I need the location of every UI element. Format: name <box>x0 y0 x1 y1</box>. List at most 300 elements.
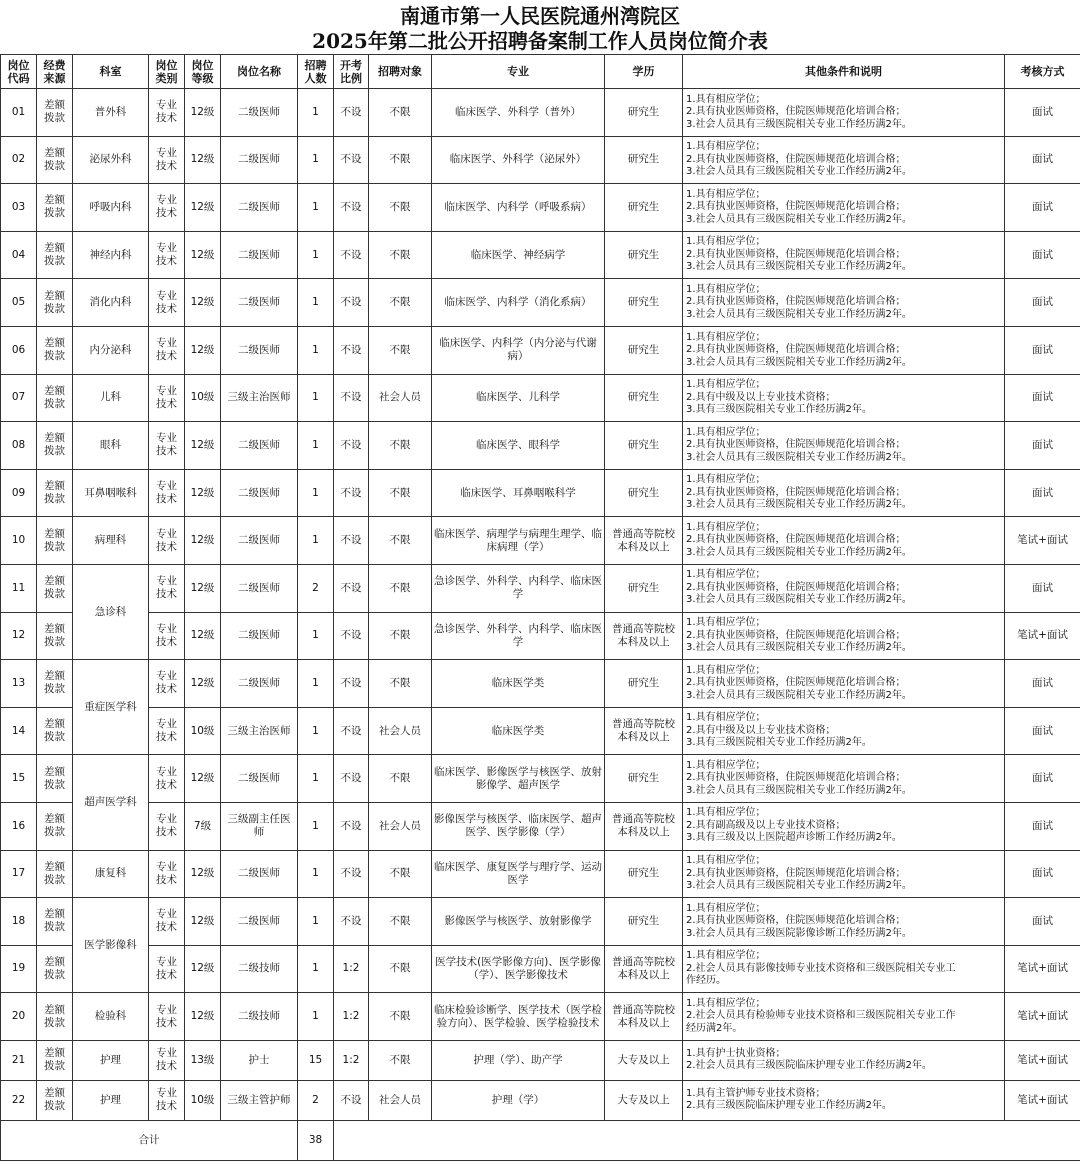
cell-major: 临床医学、儿科学 <box>432 374 605 422</box>
cell-notes <box>683 660 1005 708</box>
table-row <box>1 660 1080 708</box>
cell-notes <box>683 802 1005 850</box>
cell-grade: 12级 <box>185 850 221 898</box>
note-line: 3.具有三级医院相关专业工作经历满2年。 <box>686 737 872 749</box>
cell-target: 不限 <box>369 422 432 470</box>
note-line: 2.具有三级医院临床护理专业工作经历满2年。 <box>686 1100 892 1112</box>
cell-category: 专业技术 <box>149 517 185 565</box>
cell-exam: 面试 <box>1005 469 1080 517</box>
table-row <box>1 707 1080 755</box>
note-line: 1.具有相应学位； <box>686 617 766 629</box>
cell-ratio: 不设 <box>334 184 369 232</box>
cell-dept: 超声医学科 <box>73 755 149 850</box>
cell-ratio: 不设 <box>334 89 369 137</box>
note-line: 1.具有相应学位； <box>686 902 766 914</box>
cell-exam: 笔试+面试 <box>1005 1040 1080 1080</box>
cell-exam: 面试 <box>1005 898 1080 946</box>
note-line: 1.具有护士执业资格； <box>686 1047 786 1059</box>
cell-code: 12 <box>1 612 37 660</box>
cell-exam: 笔试+面试 <box>1005 517 1080 565</box>
cell-category: 专业技术 <box>149 612 185 660</box>
cell-ratio: 不设 <box>334 898 369 946</box>
note-line: 3.社会人员具有三级医院相关专业工作经历满2年。 <box>686 166 912 178</box>
cell-dept: 呼吸内科 <box>73 184 149 232</box>
cell-grade: 12级 <box>185 184 221 232</box>
cell-fund: 差额拨款 <box>37 564 73 612</box>
note-line: 2.具有副高级及以上专业技术资格； <box>686 819 846 831</box>
cell-notes <box>683 184 1005 232</box>
cell-category: 专业技术 <box>149 1040 185 1080</box>
note-line: 3.社会人员具有三级医院影像诊断工作经历满2年。 <box>686 927 912 939</box>
note-line: 作经历。 <box>686 975 726 987</box>
note-line: 2.具有执业医师资格，住院医师规范化培训合格； <box>686 153 906 165</box>
cell-major: 急诊医学、外科学、内科学、临床医学 <box>432 564 605 612</box>
cell-position: 二级医师 <box>221 184 298 232</box>
note-line: 2.具有执业医师资格，住院医师规范化培训合格； <box>686 106 906 118</box>
cell-fund: 差额拨款 <box>37 707 73 755</box>
cell-dept: 内分泌科 <box>73 326 149 374</box>
cell-category: 专业技术 <box>149 136 185 184</box>
cell-category: 专业技术 <box>149 279 185 327</box>
cell-count: 1 <box>298 660 334 708</box>
cell-education: 大专及以上 <box>605 1080 683 1120</box>
cell-category: 专业技术 <box>149 660 185 708</box>
cell-education: 研究生 <box>605 755 683 803</box>
note-line: 3.社会人员具有三级医院相关专业工作经历满2年。 <box>686 546 912 558</box>
cell-position: 三级主治医师 <box>221 374 298 422</box>
note-line: 3.社会人员具有三级医院相关专业工作经历满2年。 <box>686 642 912 654</box>
cell-education: 研究生 <box>605 660 683 708</box>
cell-target: 不限 <box>369 612 432 660</box>
note-line: 1.具有相应学位； <box>686 997 766 1009</box>
note-line: 3.社会人员具有三级医院相关专业工作经历满2年。 <box>686 118 912 130</box>
table-row <box>1 422 1080 470</box>
table-row <box>1 612 1080 660</box>
cell-target: 不限 <box>369 469 432 517</box>
table-body <box>1 89 1080 1161</box>
cell-ratio: 不设 <box>334 231 369 279</box>
cell-count: 1 <box>298 326 334 374</box>
positions-table <box>0 54 1080 1161</box>
cell-category: 专业技术 <box>149 326 185 374</box>
cell-grade: 12级 <box>185 517 221 565</box>
cell-notes <box>683 755 1005 803</box>
cell-ratio: 1:2 <box>334 1040 369 1080</box>
table-row <box>1 89 1080 137</box>
cell-exam: 面试 <box>1005 231 1080 279</box>
cell-exam: 笔试+面试 <box>1005 945 1080 993</box>
cell-code: 11 <box>1 564 37 612</box>
header-position: 岗位名称 <box>221 55 298 89</box>
cell-position: 二级医师 <box>221 755 298 803</box>
cell-major: 临床医学、神经病学 <box>432 231 605 279</box>
note-line: 3.社会人员具有三级医院相关专业工作经历满2年。 <box>686 213 912 225</box>
cell-fund: 差额拨款 <box>37 612 73 660</box>
cell-count: 1 <box>298 374 334 422</box>
cell-target: 社会人员 <box>369 1080 432 1120</box>
note-line: 1.具有相应学位； <box>686 950 766 962</box>
note-line: 3.社会人员具有三级医院相关专业工作经历满2年。 <box>686 594 912 606</box>
cell-dept: 泌尿外科 <box>73 136 149 184</box>
cell-ratio: 不设 <box>334 422 369 470</box>
cell-notes <box>683 517 1005 565</box>
note-line: 2.具有执业医师资格，住院医师规范化培训合格； <box>686 486 906 498</box>
cell-major: 临床医学、康复医学与理疗学、运动医学 <box>432 850 605 898</box>
cell-position: 二级技师 <box>221 945 298 993</box>
note-line: 2.具有执业医师资格，住院医师规范化培训合格； <box>686 201 906 213</box>
cell-grade: 12级 <box>185 89 221 137</box>
cell-grade: 12级 <box>185 660 221 708</box>
cell-education: 研究生 <box>605 898 683 946</box>
cell-major: 影像医学与核医学、放射影像学 <box>432 898 605 946</box>
cell-fund: 差额拨款 <box>37 231 73 279</box>
cell-fund: 差额拨款 <box>37 422 73 470</box>
table-row <box>1 469 1080 517</box>
cell-dept: 儿科 <box>73 374 149 422</box>
header-category: 岗位类别 <box>149 55 185 89</box>
cell-exam: 面试 <box>1005 422 1080 470</box>
cell-major: 临床医学、影像医学与核医学、放射影像学、超声医学 <box>432 755 605 803</box>
cell-target: 不限 <box>369 898 432 946</box>
cell-dept: 眼科 <box>73 422 149 470</box>
cell-count: 1 <box>298 231 334 279</box>
note-line: 3.具有三级及以上医院超声诊断工作经历满2年。 <box>686 832 902 844</box>
cell-ratio: 不设 <box>334 755 369 803</box>
note-line: 1.具有相应学位； <box>686 188 766 200</box>
cell-dept: 急诊科 <box>73 564 149 659</box>
total-label: 合计 <box>1 1120 298 1160</box>
cell-notes <box>683 564 1005 612</box>
table-row <box>1 564 1080 612</box>
table-row <box>1 755 1080 803</box>
note-line: 1.具有相应学位； <box>686 474 766 486</box>
total-count: 38 <box>298 1120 334 1160</box>
cell-dept: 重症医学科 <box>73 660 149 755</box>
header-ratio: 开考比例 <box>334 55 369 89</box>
header-row <box>1 55 1080 89</box>
cell-major: 护理（学）、助产学 <box>432 1040 605 1080</box>
cell-education: 研究生 <box>605 136 683 184</box>
cell-fund: 差额拨款 <box>37 184 73 232</box>
cell-target: 不限 <box>369 755 432 803</box>
cell-grade: 12级 <box>185 231 221 279</box>
cell-notes <box>683 850 1005 898</box>
table-row <box>1 850 1080 898</box>
cell-notes <box>683 993 1005 1041</box>
cell-count: 1 <box>298 850 334 898</box>
table-row <box>1 802 1080 850</box>
note-line: 2.具有执业医师资格，住院医师规范化培训合格； <box>686 534 906 546</box>
cell-education: 普通高等院校本科及以上 <box>605 612 683 660</box>
cell-major: 临床医学、内科学（内分泌与代谢病） <box>432 326 605 374</box>
cell-target: 不限 <box>369 231 432 279</box>
cell-code: 18 <box>1 898 37 946</box>
header-grade: 岗位等级 <box>185 55 221 89</box>
cell-code: 05 <box>1 279 37 327</box>
cell-fund: 差额拨款 <box>37 1080 73 1120</box>
cell-count: 1 <box>298 945 334 993</box>
cell-target: 不限 <box>369 993 432 1041</box>
cell-education: 研究生 <box>605 184 683 232</box>
cell-category: 专业技术 <box>149 993 185 1041</box>
cell-count: 1 <box>298 898 334 946</box>
cell-target: 不限 <box>369 850 432 898</box>
cell-category: 专业技术 <box>149 374 185 422</box>
note-line: 1.具有相应学位； <box>686 283 766 295</box>
cell-target: 社会人员 <box>369 707 432 755</box>
cell-category: 专业技术 <box>149 850 185 898</box>
table-row <box>1 1080 1080 1120</box>
cell-fund: 差额拨款 <box>37 660 73 708</box>
cell-exam: 面试 <box>1005 755 1080 803</box>
cell-count: 1 <box>298 469 334 517</box>
cell-fund: 差额拨款 <box>37 850 73 898</box>
cell-education: 研究生 <box>605 374 683 422</box>
cell-fund: 差额拨款 <box>37 1040 73 1080</box>
cell-education: 普通高等院校本科及以上 <box>605 707 683 755</box>
cell-ratio: 不设 <box>334 612 369 660</box>
cell-category: 专业技术 <box>149 898 185 946</box>
cell-fund: 差额拨款 <box>37 469 73 517</box>
table-row <box>1 898 1080 946</box>
note-line: 2.具有执业医师资格，住院医师规范化培训合格； <box>686 248 906 260</box>
cell-major: 临床医学、外科学（普外） <box>432 89 605 137</box>
cell-count: 15 <box>298 1040 334 1080</box>
cell-count: 1 <box>298 755 334 803</box>
cell-code: 07 <box>1 374 37 422</box>
cell-education: 研究生 <box>605 422 683 470</box>
cell-major: 急诊医学、外科学、内科学、临床医学 <box>432 612 605 660</box>
cell-count: 1 <box>298 279 334 327</box>
cell-fund: 差额拨款 <box>37 755 73 803</box>
cell-position: 二级医师 <box>221 564 298 612</box>
cell-count: 2 <box>298 1080 334 1120</box>
cell-education: 研究生 <box>605 564 683 612</box>
cell-position: 二级医师 <box>221 517 298 565</box>
cell-notes <box>683 612 1005 660</box>
note-line: 1.具有主管护师专业技术资格； <box>686 1087 826 1099</box>
table-row <box>1 993 1080 1041</box>
cell-exam: 笔试+面试 <box>1005 612 1080 660</box>
cell-position: 二级医师 <box>221 469 298 517</box>
cell-code: 16 <box>1 802 37 850</box>
cell-target: 不限 <box>369 564 432 612</box>
cell-notes <box>683 326 1005 374</box>
cell-position: 二级医师 <box>221 89 298 137</box>
cell-category: 专业技术 <box>149 422 185 470</box>
total-row <box>1 1120 1080 1160</box>
cell-notes <box>683 1040 1005 1080</box>
note-line: 2.具有执业医师资格，住院医师规范化培训合格； <box>686 772 906 784</box>
cell-major: 临床医学、内科学（呼吸系病） <box>432 184 605 232</box>
cell-exam: 面试 <box>1005 707 1080 755</box>
cell-major: 临床医学、病理学与病理生理学、临床病理（学） <box>432 517 605 565</box>
header-code: 岗位代码 <box>1 55 37 89</box>
cell-exam: 面试 <box>1005 89 1080 137</box>
note-line: 1.具有相应学位； <box>686 331 766 343</box>
cell-grade: 12级 <box>185 612 221 660</box>
cell-target: 不限 <box>369 326 432 374</box>
cell-exam: 面试 <box>1005 326 1080 374</box>
cell-fund: 差额拨款 <box>37 517 73 565</box>
cell-fund: 差额拨款 <box>37 89 73 137</box>
cell-dept: 消化内科 <box>73 279 149 327</box>
cell-notes <box>683 1080 1005 1120</box>
note-line: 1.具有相应学位； <box>686 93 766 105</box>
cell-notes <box>683 231 1005 279</box>
cell-ratio: 不设 <box>334 469 369 517</box>
note-line: 1.具有相应学位； <box>686 236 766 248</box>
table-row <box>1 374 1080 422</box>
cell-target: 不限 <box>369 184 432 232</box>
cell-grade: 12级 <box>185 469 221 517</box>
cell-grade: 12级 <box>185 898 221 946</box>
cell-education: 普通高等院校本科及以上 <box>605 945 683 993</box>
table-row <box>1 945 1080 993</box>
cell-exam: 面试 <box>1005 184 1080 232</box>
cell-category: 专业技术 <box>149 802 185 850</box>
cell-major: 临床医学、内科学（消化系病） <box>432 279 605 327</box>
cell-education: 研究生 <box>605 469 683 517</box>
cell-position: 三级主管护师 <box>221 1080 298 1120</box>
note-line: 2.具有中级及以上专业技术资格； <box>686 724 836 736</box>
note-line: 2.社会人员具有三级医院临床护理专业工作经历满2年。 <box>686 1060 932 1072</box>
cell-education: 研究生 <box>605 89 683 137</box>
cell-notes <box>683 469 1005 517</box>
cell-category: 专业技术 <box>149 231 185 279</box>
note-line: 3.社会人员具有三级医院相关专业工作经历满2年。 <box>686 261 912 273</box>
cell-count: 1 <box>298 993 334 1041</box>
cell-target: 不限 <box>369 279 432 327</box>
cell-code: 04 <box>1 231 37 279</box>
cell-fund: 差额拨款 <box>37 993 73 1041</box>
cell-education: 研究生 <box>605 326 683 374</box>
cell-major: 护理（学） <box>432 1080 605 1120</box>
cell-major: 医学技术(医学影像方向)、医学影像（学）、医学影像技术 <box>432 945 605 993</box>
note-line: 2.具有执业医师资格，住院医师规范化培训合格； <box>686 296 906 308</box>
header-major: 专业 <box>432 55 605 89</box>
cell-notes <box>683 945 1005 993</box>
cell-dept: 护理 <box>73 1040 149 1080</box>
cell-major: 影像医学与核医学、临床医学、超声医学、医学影像（学） <box>432 802 605 850</box>
cell-exam: 面试 <box>1005 850 1080 898</box>
cell-exam: 笔试+面试 <box>1005 1080 1080 1120</box>
cell-count: 1 <box>298 136 334 184</box>
cell-count: 1 <box>298 184 334 232</box>
cell-fund: 差额拨款 <box>37 802 73 850</box>
cell-exam: 面试 <box>1005 279 1080 327</box>
cell-code: 15 <box>1 755 37 803</box>
note-line: 1.具有相应学位； <box>686 855 766 867</box>
note-line: 2.具有执业医师资格，住院医师规范化培训合格； <box>686 344 906 356</box>
table-row <box>1 326 1080 374</box>
cell-grade: 12级 <box>185 279 221 327</box>
cell-fund: 差额拨款 <box>37 945 73 993</box>
cell-notes <box>683 422 1005 470</box>
cell-count: 2 <box>298 564 334 612</box>
cell-notes <box>683 89 1005 137</box>
cell-dept: 检验科 <box>73 993 149 1041</box>
cell-major: 临床医学类 <box>432 707 605 755</box>
header-dept: 科室 <box>73 55 149 89</box>
cell-ratio: 不设 <box>334 374 369 422</box>
cell-position: 三级主治医师 <box>221 707 298 755</box>
note-line: 1.具有相应学位； <box>686 521 766 533</box>
cell-exam: 面试 <box>1005 374 1080 422</box>
document-title-line2: 2025年第二批公开招聘备案制工作人员岗位简介表 <box>312 29 768 53</box>
note-line: 经历满2年。 <box>686 1022 743 1034</box>
table-row <box>1 517 1080 565</box>
cell-notes <box>683 374 1005 422</box>
cell-ratio: 不设 <box>334 707 369 755</box>
cell-count: 1 <box>298 422 334 470</box>
note-line: 3.社会人员具有三级医院相关专业工作经历满2年。 <box>686 499 912 511</box>
cell-grade: 12级 <box>185 422 221 470</box>
cell-dept: 神经内科 <box>73 231 149 279</box>
cell-position: 二级医师 <box>221 231 298 279</box>
cell-major: 临床医学、眼科学 <box>432 422 605 470</box>
note-line: 1.具有相应学位； <box>686 426 766 438</box>
cell-fund: 差额拨款 <box>37 279 73 327</box>
cell-dept: 病理科 <box>73 517 149 565</box>
cell-count: 1 <box>298 802 334 850</box>
cell-category: 专业技术 <box>149 469 185 517</box>
note-line: 1.具有相应学位； <box>686 569 766 581</box>
cell-position: 二级医师 <box>221 326 298 374</box>
cell-exam: 笔试+面试 <box>1005 993 1080 1041</box>
cell-count: 1 <box>298 517 334 565</box>
cell-code: 09 <box>1 469 37 517</box>
cell-major: 临床医学、外科学（泌尿外） <box>432 136 605 184</box>
cell-grade: 13级 <box>185 1040 221 1080</box>
cell-count: 1 <box>298 707 334 755</box>
cell-dept: 耳鼻咽喉科 <box>73 469 149 517</box>
cell-ratio: 1:2 <box>334 993 369 1041</box>
cell-category: 专业技术 <box>149 184 185 232</box>
cell-fund: 差额拨款 <box>37 326 73 374</box>
cell-grade: 10级 <box>185 707 221 755</box>
cell-major: 临床医学类 <box>432 660 605 708</box>
note-line: 3.社会人员具有三级医院相关专业工作经历满2年。 <box>686 784 912 796</box>
cell-category: 专业技术 <box>149 707 185 755</box>
cell-category: 专业技术 <box>149 1080 185 1120</box>
table-row <box>1 136 1080 184</box>
cell-grade: 12级 <box>185 326 221 374</box>
header-fund: 经费来源 <box>37 55 73 89</box>
cell-education: 大专及以上 <box>605 1040 683 1080</box>
note-line: 3.社会人员具有三级医院相关专业工作经历满2年。 <box>686 451 912 463</box>
table-row <box>1 279 1080 327</box>
header-notes: 其他条件和说明 <box>683 55 1005 89</box>
cell-ratio: 不设 <box>334 850 369 898</box>
cell-target: 不限 <box>369 517 432 565</box>
table-row <box>1 231 1080 279</box>
note-line: 3.社会人员具有三级医院相关专业工作经历满2年。 <box>686 689 912 701</box>
cell-ratio: 1:2 <box>334 945 369 993</box>
cell-position: 二级技师 <box>221 993 298 1041</box>
note-line: 2.具有执业医师资格，住院医师规范化培训合格； <box>686 867 906 879</box>
note-line: 2.具有执业医师资格，住院医师规范化培训合格； <box>686 677 906 689</box>
cell-count: 1 <box>298 89 334 137</box>
cell-category: 专业技术 <box>149 564 185 612</box>
cell-ratio: 不设 <box>334 136 369 184</box>
cell-grade: 12级 <box>185 993 221 1041</box>
note-line: 3.社会人员具有三级医院相关专业工作经历满2年。 <box>686 880 912 892</box>
cell-target: 不限 <box>369 89 432 137</box>
cell-code: 06 <box>1 326 37 374</box>
cell-exam: 面试 <box>1005 564 1080 612</box>
cell-education: 普通高等院校本科及以上 <box>605 517 683 565</box>
